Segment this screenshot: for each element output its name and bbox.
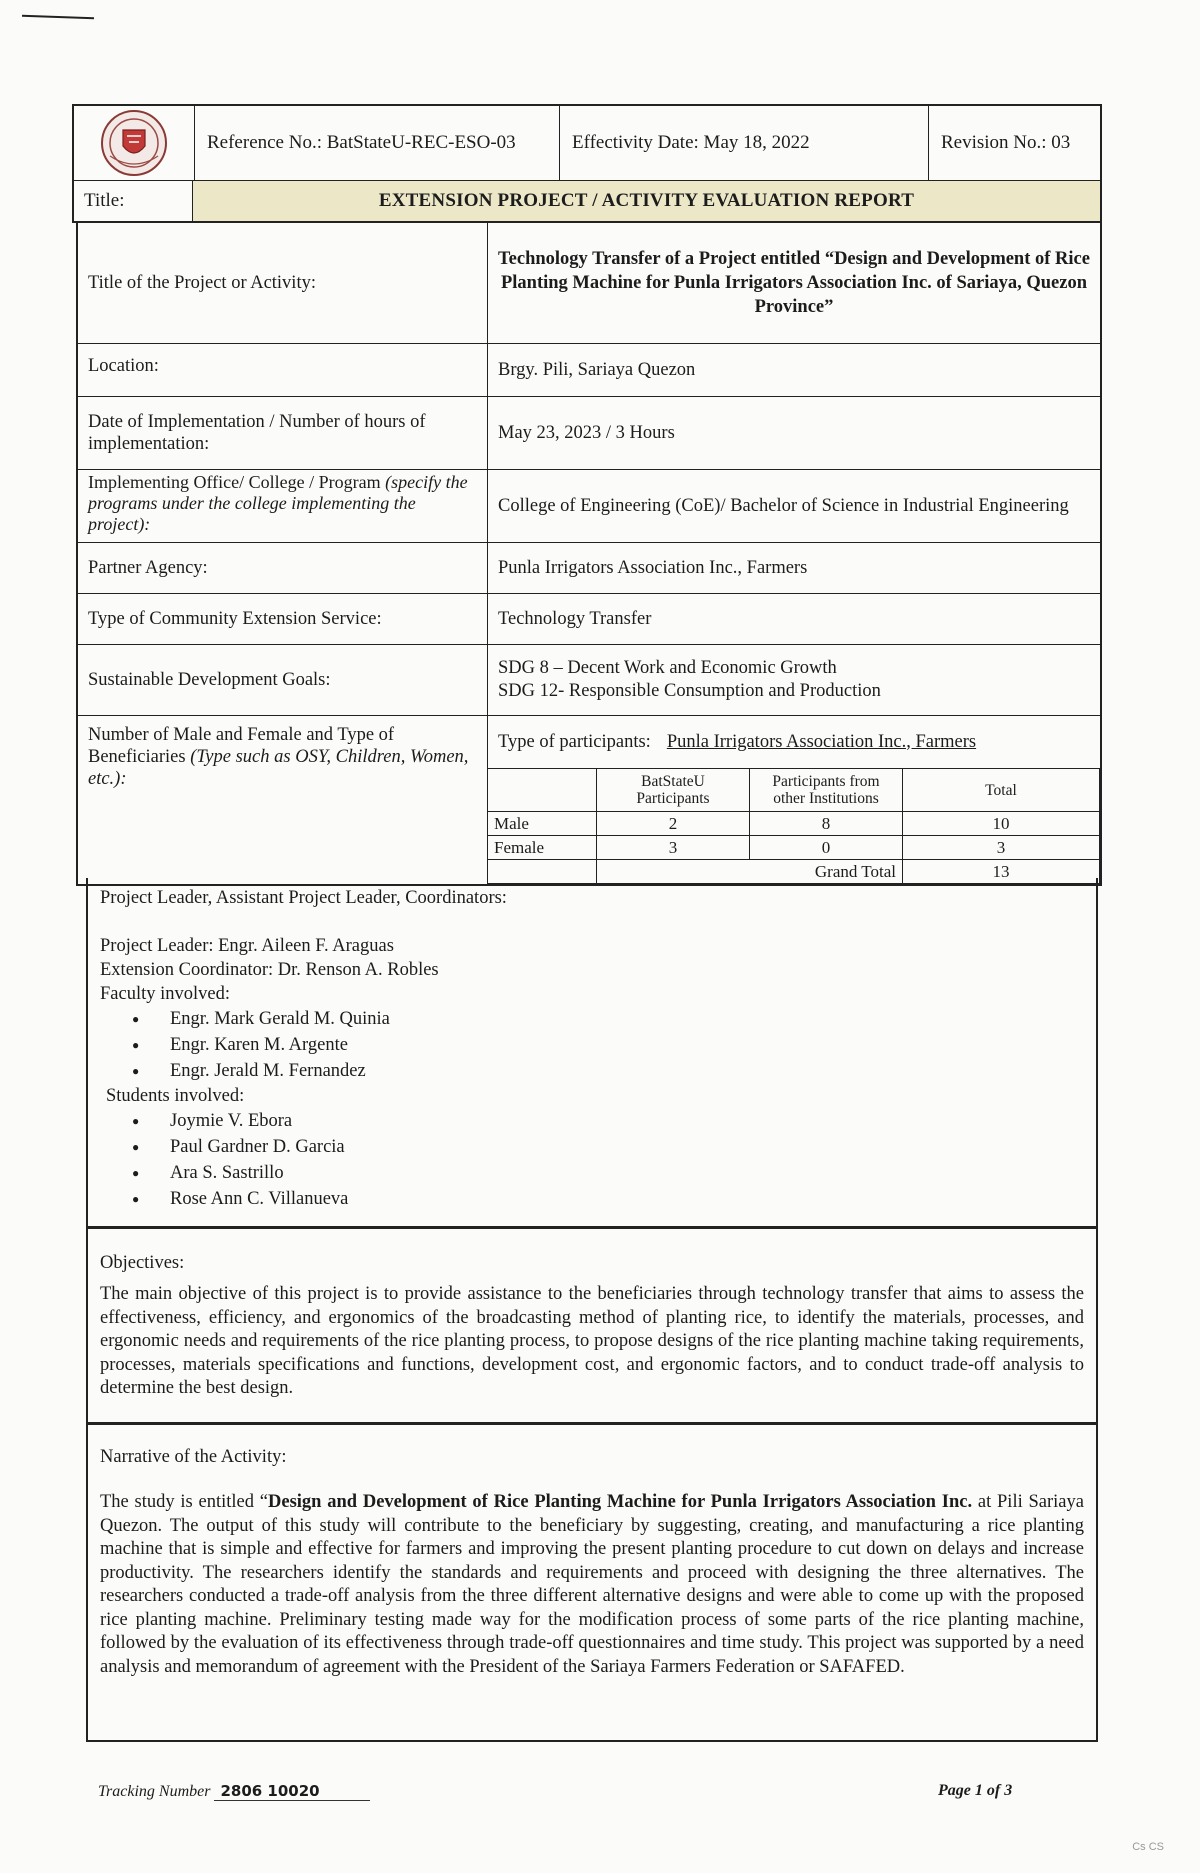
- sdg-label: Sustainable Development Goals:: [78, 645, 488, 715]
- narrative-study-title: Design and Development of Rice Planting Machine for Punla Irrigators Association Inc.: [268, 1492, 973, 1512]
- list-item: ● Rose Ann C. Villanueva: [170, 1186, 1084, 1212]
- row-implementing-office: [78, 469, 1100, 542]
- page-number: Page 1 of 3: [938, 1782, 1013, 1799]
- narrative-body: at Pili Sariaya Quezon. The output of this study will contribute to the beneficiary by suggesting, creating, and manufacturing a rice planting machine that is simple and effective for farmers and improving the present planting procedure to cut down on delays and increase productivity. The researchers identify the standards and requirements and proceed with designing the three alternatives. The researchers conducted a trade-off analysis from the three different alternative designs and were able to come up with the proposed rice planting machine. Preliminary testing made way for the modification process of some parts of the rice planting machine, followed by the evaluation of its effectiveness through trade-off questionnaires and time study. This project was supported by a need analysis and memorandum of agreement with the President of the Sariaya Farmers Federation or SAFAFED.: [100, 1492, 1084, 1677]
- location-value: Brgy. Pili, Sariaya Quezon: [498, 359, 696, 380]
- project-title-label: Title of the Project or Activity:: [78, 223, 488, 343]
- participants-table-header: [488, 769, 1100, 812]
- service-value: Technology Transfer: [498, 608, 652, 629]
- row-date: [78, 396, 1100, 469]
- beneficiaries-detail: [488, 716, 1100, 884]
- beneficiaries-label-note: (Type such as OSY, Children, Women, etc.):: [88, 747, 469, 789]
- row-service-type: [78, 593, 1100, 644]
- students-list: [100, 1108, 1084, 1212]
- participant-type-value: Punla Irrigators Association Inc., Farmers: [666, 731, 977, 752]
- tracking-value: 2806 10020: [214, 1782, 370, 1801]
- date-label: Date of Implementation / Number of hours of implementation:: [78, 397, 488, 469]
- date-value: May 23, 2023 / 3 Hours: [498, 422, 675, 443]
- row-partner: [78, 542, 1100, 593]
- office-label: [78, 470, 488, 542]
- row-label: Male: [488, 812, 597, 836]
- header-other: Participants from other Institutions: [750, 769, 903, 812]
- row-sdg: [78, 644, 1100, 715]
- cell-other: 8: [750, 812, 903, 836]
- list-item: ● Joymie V. Ebora: [170, 1108, 1084, 1134]
- project-team-section: [86, 878, 1098, 1228]
- cell-other: 0: [750, 836, 903, 860]
- location-label: Location:: [78, 344, 488, 396]
- reference-number: Reference No.: BatStateU-REC-ESO-03: [195, 106, 560, 180]
- objectives-text: The main objective of this project is to provide assistance to the beneficiaries through technology transfer that aims to assess the effectiveness, efficiency, and ergonomics of the broadcasting method of planting rice, to identify the materials, processes, and ergonomic needs and requirements of the rice planting process, to propose designs of the rice planting machine taking requirements, processes, materials specifications and functions, development cost, and ergonomic factors, and to conduct trade-off analysis to determine the best design.: [100, 1284, 1084, 1398]
- office-label-text: Implementing Office/ College / Program: [88, 472, 381, 492]
- beneficiaries-label: [78, 716, 488, 884]
- effectivity-date: Effectivity Date: May 18, 2022: [560, 106, 929, 180]
- objectives-heading: Objectives:: [100, 1253, 185, 1273]
- title-label: Title:: [74, 181, 193, 221]
- service-label: Type of Community Extension Service:: [78, 594, 488, 644]
- extension-coordinator: Extension Coordinator: Dr. Renson A. Robles: [100, 960, 439, 980]
- scanner-watermark: Cs CS: [1132, 1841, 1164, 1853]
- cell-bsu: 2: [597, 812, 750, 836]
- list-item: ● Engr. Mark Gerald M. Quinia: [170, 1006, 1084, 1032]
- narrative-text: [100, 1491, 1084, 1679]
- project-title-value: Technology Transfer of a Project entitled “Design and Development of Rice Planting Machine for Punla Irrigators Association Inc. of Sariaya, Quezon Province”: [498, 249, 1090, 317]
- table-row: [488, 812, 1100, 836]
- row-location: [78, 343, 1100, 396]
- participant-type: [488, 716, 1100, 768]
- participants-table: [488, 768, 1100, 884]
- cell-total: 10: [903, 812, 1100, 836]
- partner-label: Partner Agency:: [78, 543, 488, 593]
- faculty-list: [100, 1006, 1084, 1084]
- list-item: ● Engr. Jerald M. Fernandez: [170, 1058, 1084, 1084]
- beneficiaries-label-text: Number of Male and Female and Type of Beneficiaries: [88, 725, 395, 767]
- tracking-label: Tracking Number: [98, 1783, 211, 1800]
- sdg-values: [488, 645, 1100, 715]
- header-total: Total: [903, 769, 1100, 812]
- table-row: [488, 836, 1100, 860]
- revision-number: Revision No.: 03: [941, 132, 1071, 153]
- scan-corner-mark: [22, 15, 94, 20]
- grand-total-label: Grand Total: [597, 860, 903, 884]
- partner-value: Punla Irrigators Association Inc., Farmers: [498, 557, 808, 578]
- faculty-heading: Faculty involved:: [100, 984, 230, 1004]
- project-info-table: [76, 222, 1102, 886]
- narrative-heading: Narrative of the Activity:: [100, 1447, 287, 1467]
- list-item: ● Ara S. Sastrillo: [170, 1160, 1084, 1186]
- row-beneficiaries: [78, 715, 1100, 884]
- narrative-prefix: The study is entitled “: [100, 1492, 269, 1512]
- header-bsu: BatStateU Participants: [597, 769, 750, 812]
- list-item: ● Engr. Karen M. Argente: [170, 1032, 1084, 1058]
- row-project-title: [78, 222, 1100, 343]
- office-label-note: (specify the programs under the college implementing the project):: [88, 472, 468, 534]
- grand-total-value: 13: [903, 860, 1100, 884]
- sdg-item: SDG 8 – Decent Work and Economic Growth: [498, 658, 837, 678]
- students-heading: Students involved:: [106, 1086, 245, 1106]
- sdg-item: SDG 12- Responsible Consumption and Production: [498, 681, 881, 701]
- team-heading: Project Leader, Assistant Project Leader, Coordinators:: [100, 888, 507, 908]
- list-item: ● Paul Gardner D. Garcia: [170, 1134, 1084, 1160]
- seal-icon: [96, 108, 172, 178]
- cell-total: 3: [903, 836, 1100, 860]
- narrative-section: [86, 1424, 1098, 1742]
- university-seal-logo: [74, 106, 195, 180]
- row-label: Female: [488, 836, 597, 860]
- project-leader: Project Leader: Engr. Aileen F. Araguas: [100, 936, 394, 956]
- form-title: EXTENSION PROJECT / ACTIVITY EVALUATION REPORT: [193, 181, 1100, 221]
- blank-header-cell: [488, 769, 597, 812]
- document-header: [72, 104, 1102, 223]
- tracking-number: [98, 1782, 370, 1801]
- objectives-section: [86, 1228, 1098, 1424]
- office-value: College of Engineering (CoE)/ Bachelor of Science in Industrial Engineering: [498, 496, 1069, 516]
- participant-type-label: Type of participants:: [498, 731, 651, 752]
- cell-bsu: 3: [597, 836, 750, 860]
